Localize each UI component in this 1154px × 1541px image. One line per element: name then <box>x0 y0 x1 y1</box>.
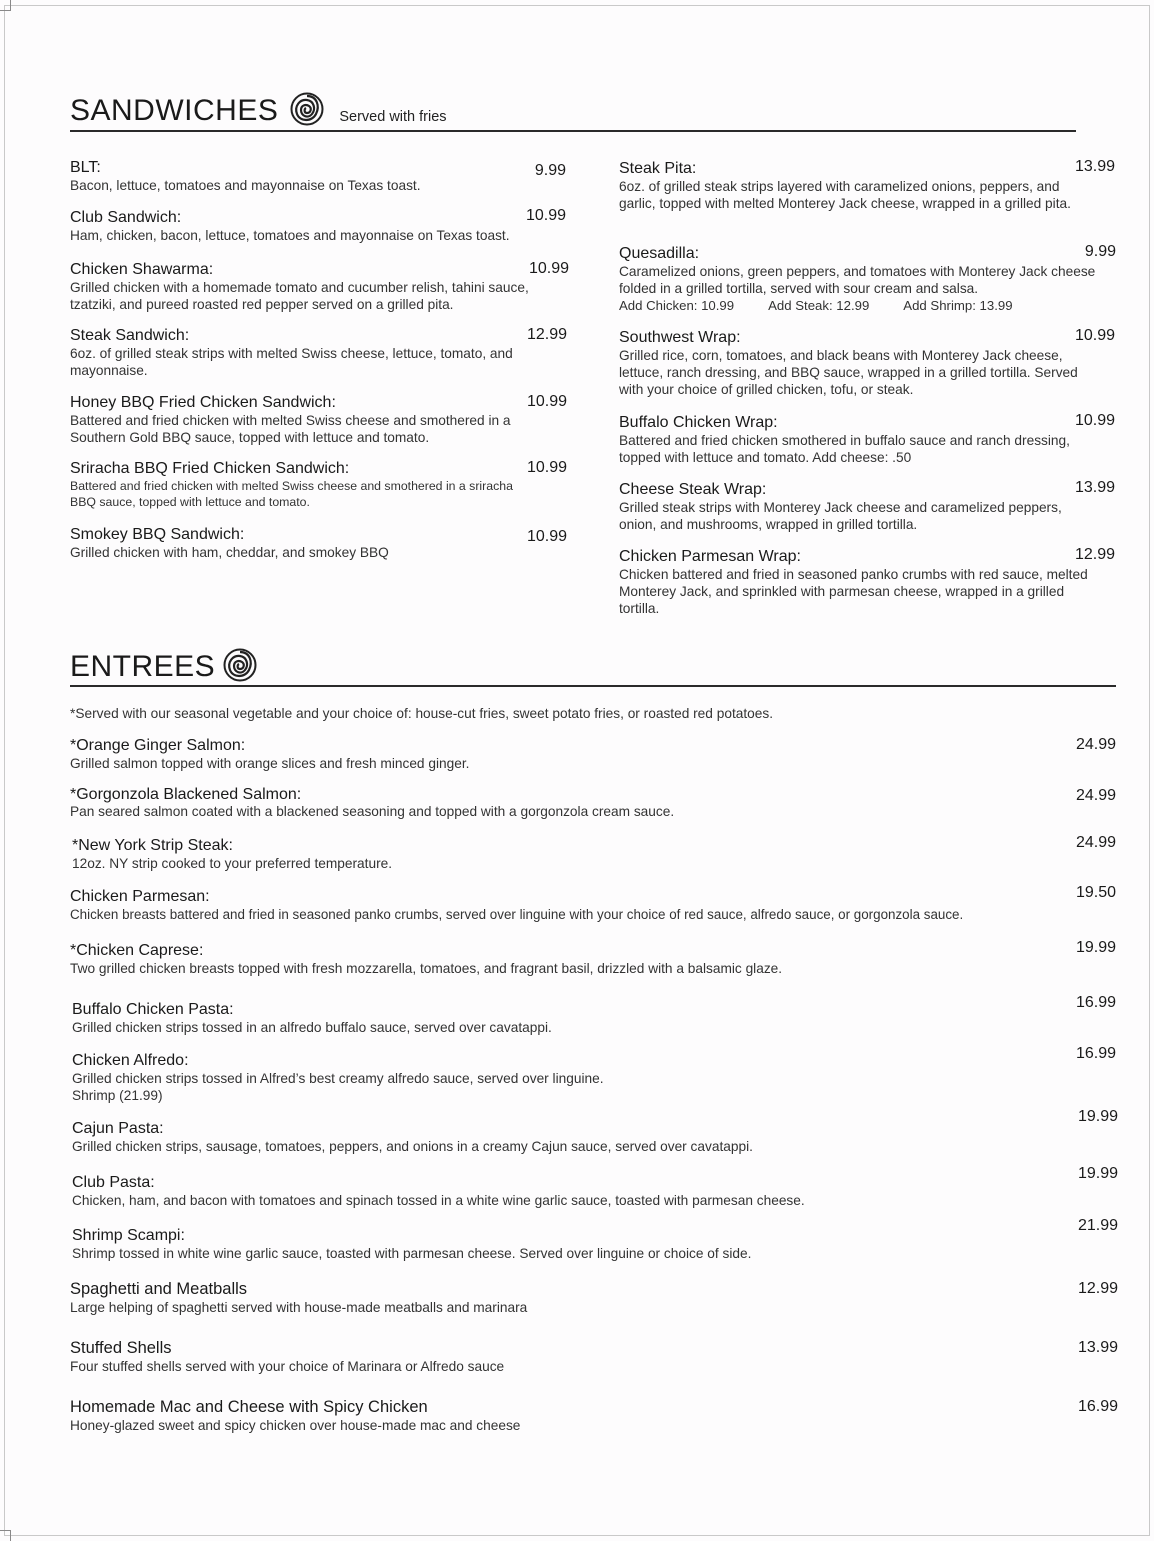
item-price: 16.99 <box>1075 1045 1116 1062</box>
item-price: 10.99 <box>1074 412 1115 429</box>
item-desc: Grilled chicken with a homemade tomato and cucumber relish, tahini sauce, tzatziki, and pureed roasted red pepper served on a grilled pita. <box>70 280 529 312</box>
item-price: 16.99 <box>1077 1398 1118 1415</box>
item-desc: Bacon, lettuce, tomatoes and mayonnaise on Texas toast. <box>70 178 421 193</box>
item-price: 16.99 <box>1075 994 1116 1011</box>
item-price: 12.99 <box>1077 1280 1118 1297</box>
menu-item <box>70 736 1050 772</box>
item-desc: Grilled chicken strips tossed in Alfred’s best creamy alfredo sauce, served over linguine. <box>72 1071 604 1086</box>
menu-item <box>72 1051 1052 1104</box>
sandwiches-title: SANDWICHES <box>70 94 279 127</box>
item-name: Chicken Parmesan: <box>70 888 210 905</box>
menu-item <box>72 1119 1052 1155</box>
menu-item <box>70 1398 1050 1434</box>
item-price: 13.99 <box>1074 479 1115 496</box>
entrees-note: *Served with our seasonal vegetable and your choice of: house-cut fries, sweet potato fries, or roasted red potatoes. <box>70 706 774 721</box>
menu-item <box>619 328 1104 398</box>
menu-item <box>70 158 570 194</box>
item-desc: Chicken breasts battered and fried in seasoned panko crumbs, served over linguine with your choice of red sauce, alfredo sauce, or gorgonzola sauce. <box>70 907 964 922</box>
item-name: Spaghetti and Meatballs <box>70 1280 248 1298</box>
item-name: Stuffed Shells <box>70 1339 172 1357</box>
menu-item <box>72 836 1052 872</box>
entrees-title: ENTREES <box>70 650 216 683</box>
sandwiches-header <box>70 92 447 126</box>
sandwiches-rule <box>70 130 1076 132</box>
item-price: 9.99 <box>534 162 566 179</box>
item-name: Club Sandwich: <box>70 209 182 226</box>
item-price: 19.50 <box>1075 884 1116 901</box>
sandwiches-note: Served with fries <box>339 109 447 125</box>
item-price: 19.99 <box>1077 1108 1118 1125</box>
item-price: 10.99 <box>526 459 567 476</box>
menu-item <box>619 159 1099 212</box>
item-name: *Chicken Caprese: <box>70 942 204 959</box>
menu-item <box>70 887 1080 923</box>
item-name: Homemade Mac and Cheese with Spicy Chicken <box>70 1398 428 1416</box>
item-price: 24.99 <box>1075 787 1116 804</box>
item-name: Cajun Pasta: <box>72 1120 164 1137</box>
item-name: Steak Pita: <box>619 160 697 177</box>
item-option: Shrimp (21.99) <box>72 1088 163 1103</box>
menu-item <box>619 480 1074 533</box>
item-name: Honey BBQ Fried Chicken Sandwich: <box>70 394 336 411</box>
item-desc: Pan seared salmon coated with a blackened seasoning and topped with a gorgonzola cream sauce. <box>70 804 675 819</box>
item-price: 24.99 <box>1075 834 1116 851</box>
item-name: Buffalo Chicken Pasta: <box>72 1001 234 1018</box>
item-name: Buffalo Chicken Wrap: <box>619 414 778 431</box>
menu-item <box>70 260 570 313</box>
item-price: 10.99 <box>528 260 569 277</box>
menu-item <box>70 459 515 510</box>
item-name: Southwest Wrap: <box>619 329 741 346</box>
menu-item <box>70 787 1050 820</box>
item-desc: Chicken, ham, and bacon with tomatoes and spinach tossed in a white wine garlic sauce, toasted with parmesan cheese. <box>72 1193 805 1208</box>
item-desc: Chicken battered and fried in seasoned panko crumbs with red sauce, melted Monterey Jack, and sprinkled with parmesan cheese, wrapped in a grilled tortilla. <box>619 567 1088 616</box>
item-name: Chicken Parmesan Wrap: <box>619 548 801 565</box>
item-price: 24.99 <box>1075 736 1116 753</box>
item-name: Steak Sandwich: <box>70 327 190 344</box>
menu-item <box>70 941 1050 977</box>
item-desc: Battered and fried chicken smothered in buffalo sauce and ranch dressing, topped with lettuce and tomato. Add cheese: .50 <box>619 433 1070 465</box>
crop-mark-top <box>0 0 11 11</box>
item-desc: Battered and fried chicken with melted Swiss cheese and smothered in a Southern Gold BBQ sauce, topped with lettuce and tomato. <box>70 413 511 445</box>
menu-item <box>70 393 555 446</box>
item-desc: 12oz. NY strip cooked to your preferred temperature. <box>72 856 393 871</box>
menu-item <box>70 326 555 379</box>
item-desc: 6oz. of grilled steak strips with melted Swiss cheese, lettuce, tomato, and mayonnaise. <box>70 346 513 378</box>
item-name: *Orange Ginger Salmon: <box>70 737 246 754</box>
item-name: Chicken Shawarma: <box>70 261 214 278</box>
menu-item <box>72 1226 1052 1262</box>
item-desc: Battered and fried chicken with melted Swiss cheese and smothered in a sriracha BBQ sauce, topped with lettuce and tomato. <box>70 479 513 509</box>
rose-icon <box>223 648 257 682</box>
menu-item <box>72 1173 1052 1209</box>
item-desc: Grilled salmon topped with orange slices and fresh minced ginger. <box>70 756 470 771</box>
item-price: 19.99 <box>1075 939 1116 956</box>
add-on: Add Shrimp: 13.99 <box>903 298 1013 313</box>
item-add-ons <box>619 297 1114 314</box>
rose-icon <box>290 92 324 126</box>
item-name: Smokey BBQ Sandwich: <box>70 526 245 543</box>
item-price: 12.99 <box>1074 546 1115 563</box>
item-price: 19.99 <box>1077 1165 1118 1182</box>
item-price: 13.99 <box>1077 1339 1118 1356</box>
crop-mark-bottom <box>0 1530 11 1541</box>
item-price: 10.99 <box>1074 327 1115 344</box>
item-name: *New York Strip Steak: <box>72 837 233 854</box>
item-price: 12.99 <box>526 326 567 343</box>
item-desc: Grilled chicken strips tossed in an alfredo buffalo sauce, served over cavatappi. <box>72 1020 552 1035</box>
item-price: 21.99 <box>1077 1217 1118 1234</box>
menu-item <box>70 525 515 561</box>
item-name: Shrimp Scampi: <box>72 1227 185 1244</box>
item-desc: Four stuffed shells served with your choice of Marinara or Alfredo sauce <box>70 1359 505 1374</box>
item-desc: Grilled chicken with ham, cheddar, and smokey BBQ <box>70 545 389 560</box>
menu-item <box>619 547 1099 617</box>
menu-item <box>619 413 1079 466</box>
item-name: Club Pasta: <box>72 1174 155 1191</box>
item-desc: Grilled chicken strips, sausage, tomatoes, peppers, and onions in a creamy Cajun sauce, served over cavatappi. <box>72 1139 753 1154</box>
entrees-rule <box>70 685 1116 687</box>
item-desc: 6oz. of grilled steak strips layered with caramelized onions, peppers, and garlic, topped with melted Monterey Jack cheese, wrapped in a grilled pita. <box>619 179 1071 211</box>
item-name: Quesadilla: <box>619 245 700 262</box>
item-price: 10.99 <box>526 528 567 545</box>
item-desc: Ham, chicken, bacon, lettuce, tomatoes and mayonnaise on Texas toast. <box>70 228 510 243</box>
item-desc: Caramelized onions, green peppers, and tomatoes with Monterey Jack cheese folded in a grilled tortilla, served with sour cream and salsa. <box>619 264 1096 296</box>
item-price: 9.99 <box>1084 243 1116 260</box>
item-desc: Grilled steak strips with Monterey Jack cheese and caramelized peppers, onion, and mushrooms, wrapped in grilled tortilla. <box>619 500 1062 532</box>
entrees-header <box>70 648 257 682</box>
item-name: Chicken Alfredo: <box>72 1052 189 1069</box>
item-name: *Gorgonzola Blackened Salmon: <box>70 786 302 803</box>
item-name: Cheese Steak Wrap: <box>619 481 767 498</box>
add-on: Add Steak: 12.99 <box>768 298 870 313</box>
item-desc: Large helping of spaghetti served with house-made meatballs and marinara <box>70 1300 528 1315</box>
menu-item <box>619 244 1114 314</box>
item-name: Sriracha BBQ Fried Chicken Sandwich: <box>70 460 350 477</box>
add-on: Add Chicken: 10.99 <box>619 298 735 313</box>
item-desc: Grilled rice, corn, tomatoes, and black beans with Monterey Jack cheese, lettuce, ranch dressing, and BBQ sauce, wrapped in a grilled tortilla. Served with your choice of grilled chicken, tofu, or steak. <box>619 348 1078 397</box>
item-desc: Two grilled chicken breasts topped with fresh mozzarella, tomatoes, and fragrant basil, drizzled with a balsamic glaze. <box>70 961 783 976</box>
menu-item <box>70 1280 1050 1316</box>
item-price: 13.99 <box>1074 158 1115 175</box>
item-price: 10.99 <box>525 207 566 224</box>
menu-item <box>70 208 570 244</box>
item-price: 10.99 <box>526 393 567 410</box>
item-desc: Honey-glazed sweet and spicy chicken over house-made mac and cheese <box>70 1418 521 1433</box>
item-name: BLT: <box>70 159 101 176</box>
menu-item <box>70 1339 1050 1375</box>
menu-item <box>72 1000 1052 1036</box>
item-desc: Shrimp tossed in white wine garlic sauce, toasted with parmesan cheese. Served over linguine or choice of side. <box>72 1246 752 1261</box>
